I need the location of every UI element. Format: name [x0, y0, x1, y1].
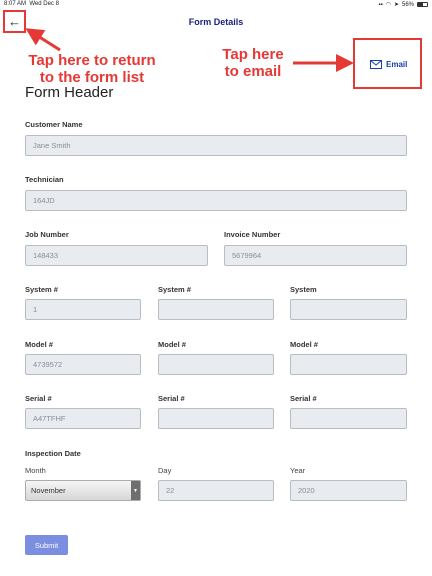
serial-field-2[interactable] [158, 408, 274, 429]
page-title: Form Details [188, 17, 244, 27]
battery-percent: 56% [401, 1, 414, 8]
status-time-date: 8:07 AM Wed Dec 8 [4, 1, 59, 7]
signal-icon: ▪▪ [378, 1, 383, 8]
technician-field[interactable]: 164JD [25, 190, 407, 211]
year-label: Year [290, 466, 306, 475]
job-number-label: Job Number [25, 230, 69, 239]
job-number-field[interactable]: 148433 [25, 245, 208, 266]
system-label-1: System # [25, 285, 58, 294]
back-annotation-note: Tap here to return to the form list [28, 52, 156, 86]
email-label: Email [386, 60, 408, 69]
customer-name-field[interactable]: Jane Smith [25, 135, 407, 156]
form-header: Form Header [25, 84, 114, 101]
day-label: Day [158, 466, 172, 475]
model-label-3: Model # [290, 340, 318, 349]
model-label-2: Model # [158, 340, 186, 349]
system-label-3: System [290, 285, 317, 294]
day-field[interactable]: 22 [158, 480, 274, 501]
back-arrow-icon: ← [8, 14, 21, 29]
inspection-date-label: Inspection Date [25, 449, 81, 458]
month-select[interactable] [25, 480, 141, 501]
email-annotation-note: Tap here to email [222, 46, 284, 80]
chevron-down-icon: ▼ [131, 481, 140, 500]
system-field-2[interactable] [158, 299, 274, 320]
customer-name-label: Customer Name [25, 120, 83, 129]
location-icon: ➤ [393, 2, 399, 8]
wifi-icon: ◠ [385, 2, 391, 8]
year-field[interactable]: 2020 [290, 480, 407, 501]
serial-field-1[interactable]: A47TFHF [25, 408, 141, 429]
back-annotation-arrow [33, 33, 60, 50]
serial-label-3: Serial # [290, 394, 317, 403]
serial-label-2: Serial # [158, 394, 185, 403]
system-field-1[interactable]: 1 [25, 299, 141, 320]
month-value: November [31, 486, 66, 495]
invoice-number-field[interactable]: 5679964 [224, 245, 407, 266]
invoice-number-label: Invoice Number [224, 230, 281, 239]
submit-button[interactable]: Submit [25, 535, 68, 555]
month-label: Month [25, 466, 46, 475]
model-field-3[interactable] [290, 354, 407, 375]
model-field-2[interactable] [158, 354, 274, 375]
system-field-3[interactable] [290, 299, 407, 320]
model-field-1[interactable]: 4739572 [25, 354, 141, 375]
technician-label: Technician [25, 175, 64, 184]
model-label-1: Model # [25, 340, 53, 349]
serial-field-3[interactable] [290, 408, 407, 429]
system-label-2: System # [158, 285, 191, 294]
serial-label-1: Serial # [25, 394, 52, 403]
